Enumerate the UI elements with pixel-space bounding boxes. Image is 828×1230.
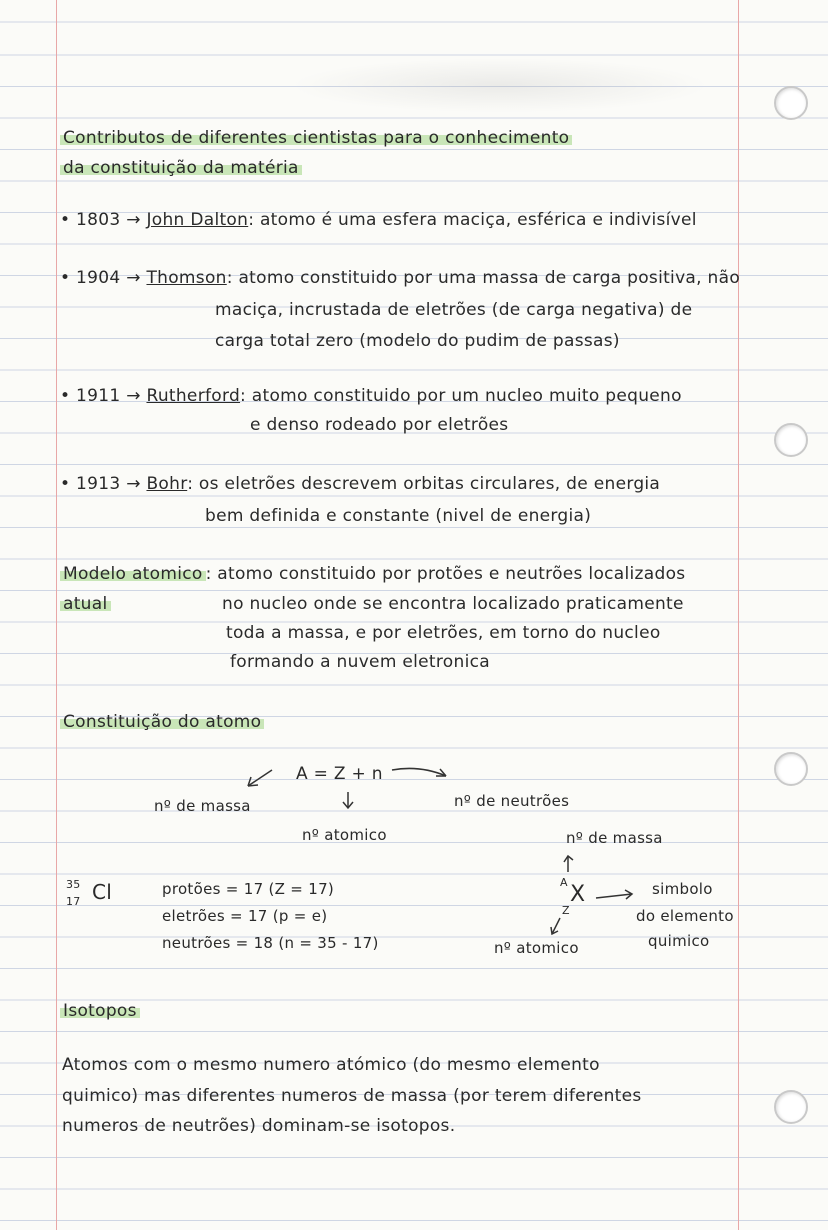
neutroes-label: nº de neutrões — [454, 792, 570, 810]
notation-massa-label: nº de massa — [566, 829, 663, 847]
constituicao-heading: Constituição do atomo — [60, 712, 264, 732]
bohr-name: Bohr — [146, 474, 188, 494]
rutherford-text-2: e denso rodeado por eletrões — [250, 415, 509, 435]
notation-atomico-label: nº atomico — [494, 939, 579, 957]
dalton-text: : atomo é uma esfera maciça, esférica e indivisível — [248, 210, 697, 230]
bohr-text-2: bem definida e constante (nivel de energia) — [205, 506, 592, 526]
notation-Z: Z — [562, 904, 570, 917]
isotopos-heading: Isotopos — [60, 1001, 140, 1021]
dalton-name: John Dalton — [146, 210, 249, 230]
massa-label: nº de massa — [154, 797, 251, 815]
arrow-to-neutroes — [392, 768, 446, 776]
eletroes-line: eletrões = 17 (p = e) — [162, 907, 328, 925]
thomson-text-1: : atomo constituido por uma massa de carga positiva, não — [226, 268, 741, 288]
simbolo-label-3: quimico — [648, 932, 710, 950]
neutroes-line: neutrões = 18 (n = 35 - 17) — [162, 934, 379, 952]
modelo-label-2: atual — [60, 594, 111, 614]
isotopos-line-3: numeros de neutrões) dominam-se isotopos. — [62, 1116, 456, 1136]
thomson-name: Thomson — [146, 268, 227, 288]
simbolo-label-2: do elemento — [636, 907, 734, 925]
thomson-text-3: carga total zero (modelo do pudim de passas) — [215, 331, 620, 351]
isotopos-line-2: quimico) mas diferentes numeros de massa (por terem diferentes — [62, 1086, 642, 1106]
title-line-2: da constituição da matéria — [60, 158, 302, 178]
element-symbol: Cl — [92, 880, 113, 904]
rutherford-text-1: : atomo constituido por um nucleo muito pequeno — [240, 386, 682, 406]
bohr-year: • 1913 → — [60, 474, 141, 494]
rutherford-year: • 1911 → — [60, 386, 141, 406]
dalton-year: • 1803 → — [60, 210, 141, 230]
simbolo-label-1: simbolo — [652, 880, 713, 898]
bohr-text-1: : os eletrões descrevem orbitas circulares, de energia — [187, 474, 661, 494]
thomson-year: • 1904 → — [60, 268, 141, 288]
protoes-line: protões = 17 (Z = 17) — [162, 880, 335, 898]
notation-A: A — [560, 876, 568, 889]
thomson-text-2: maciça, incrustada de eletrões (de carga negativa) de — [215, 300, 693, 320]
atomico-label: nº atomico — [302, 826, 387, 844]
modelo-text-4: formando a nuvem eletronica — [230, 652, 490, 672]
formula: A = Z + n — [296, 764, 383, 784]
modelo-text-1: : atomo constituido por protões e neutrões localizados — [205, 564, 686, 584]
atomic-number: 17 — [66, 895, 81, 908]
arrow-to-massa — [248, 770, 272, 786]
notation-X: X — [570, 882, 586, 907]
title-line-1: Contributos de diferentes cientistas para o conhecimento — [60, 128, 572, 148]
modelo-text-3: toda a massa, e por eletrões, em torno do nucleo — [226, 623, 661, 643]
modelo-label: Modelo atomico — [60, 564, 206, 584]
rutherford-name: Rutherford — [146, 386, 241, 406]
isotopos-line-1: Atomos com o mesmo numero atómico (do mesmo elemento — [62, 1055, 600, 1075]
modelo-text-2: no nucleo onde se encontra localizado praticamente — [222, 594, 684, 614]
arrow-to-simbolo — [596, 894, 632, 898]
mass-number: 35 — [66, 878, 81, 891]
